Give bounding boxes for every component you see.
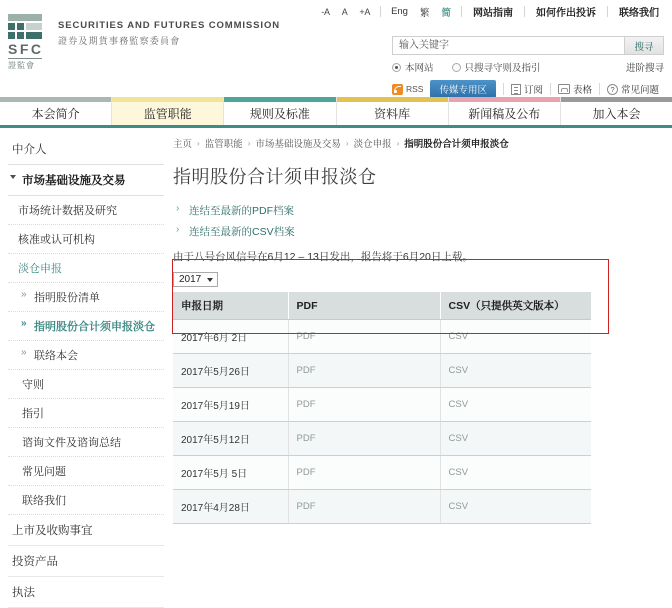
logo-bar: [8, 14, 42, 21]
search-scope-row: [392, 60, 664, 74]
latest-pdf-label: 连结至最新的PDF档案: [189, 205, 294, 217]
sfc-logo-mark: [8, 14, 48, 71]
nav-item-about[interactable]: [0, 97, 112, 125]
font-increase-button[interactable]: +A: [359, 6, 371, 17]
divider: [550, 83, 551, 95]
chevron-down-icon: [207, 278, 213, 282]
table-row: [173, 320, 591, 354]
site-guide-link[interactable]: 网站指南: [473, 8, 513, 19]
breadcrumb-item-regulatory[interactable]: 监管职能: [204, 139, 243, 150]
nav-item-regulatory-functions[interactable]: [112, 97, 224, 125]
sidebar-item-market-infrastructure[interactable]: [8, 165, 164, 196]
divider: [503, 83, 504, 95]
cell-csv-link[interactable]: CSV: [440, 354, 591, 388]
cell-csv-link[interactable]: CSV: [440, 388, 591, 422]
logo-english-name: SECURITIES AND FUTURES COMMISSION: [58, 20, 280, 31]
cell-csv-link[interactable]: CSV: [440, 422, 591, 456]
sidebar-item-contact-us[interactable]: 联络我们: [8, 486, 164, 515]
cell-date: 2017年4月28日: [173, 490, 288, 524]
double-chevron-icon: »: [21, 289, 27, 300]
cell-csv-link[interactable]: CSV: [440, 456, 591, 490]
utility-bar: [315, 4, 666, 19]
rss-icon[interactable]: [392, 84, 403, 95]
forms-link[interactable]: [558, 82, 592, 96]
logo-sfc-text: SFC: [8, 41, 44, 57]
sidebar-item-investment-products[interactable]: 投资产品: [8, 546, 164, 577]
nav-label: 本会简介: [31, 107, 80, 121]
sidebar-section-label: 市场基础设施及交易: [22, 175, 126, 187]
sidebar-item-guidelines[interactable]: 指引: [8, 399, 164, 428]
document-links: [173, 200, 665, 242]
quick-tools-row: [392, 80, 664, 98]
latest-csv-label: 连结至最新的CSV档案: [189, 226, 295, 238]
breadcrumb-separator: ›: [396, 138, 400, 148]
logo-row: [8, 32, 48, 39]
nav-item-rules-standards[interactable]: [224, 97, 336, 125]
logo-rule: [8, 58, 42, 59]
logo-bar: [26, 23, 42, 30]
divider: [380, 6, 381, 17]
cell-date: 2017年5月 5日: [173, 456, 288, 490]
year-select-value: 2017: [179, 274, 202, 285]
sidebar-sub-label: 指明股份清单: [34, 292, 100, 304]
chevron-right-icon: ›: [176, 224, 180, 235]
year-select[interactable]: [173, 272, 218, 287]
sidebar-item-specified-shares-list[interactable]: [8, 283, 164, 312]
reports-table: [173, 292, 591, 524]
cell-pdf-link[interactable]: PDF: [288, 354, 440, 388]
forms-label: 表格: [573, 85, 593, 96]
faq-link[interactable]: [607, 82, 659, 96]
breadcrumb-item-current: 指明股份合计须申报淡仓: [404, 139, 509, 150]
subscribe-label: 订阅: [524, 85, 544, 96]
cell-pdf-link[interactable]: PDF: [288, 422, 440, 456]
breadcrumb-separator: ›: [197, 138, 200, 148]
divider: [524, 6, 525, 17]
column-header-pdf: PDF: [288, 292, 440, 320]
sidebar: [8, 134, 164, 608]
double-chevron-icon: »: [21, 318, 27, 329]
question-mark-icon: ?: [607, 84, 618, 95]
nav-label: 加入本会: [592, 107, 641, 121]
faq-label: 常见问题: [621, 85, 660, 96]
sidebar-item-aggregated-short-positions[interactable]: [8, 312, 164, 341]
nav-label: 资料库: [374, 107, 411, 121]
rss-label[interactable]: RSS: [406, 84, 424, 94]
logo-bar: [26, 32, 42, 39]
breadcrumb-item-short-position-reporting[interactable]: 淡仓申报: [353, 139, 392, 150]
logo-mark-cn-text: 證監會: [8, 61, 35, 70]
breadcrumb-item-market-infrastructure[interactable]: 市场基础设施及交易: [255, 139, 341, 150]
page-title: 指明股份合计须申报淡仓: [173, 167, 377, 187]
divider: [607, 6, 608, 17]
divider: [461, 6, 462, 17]
logo-row: [8, 23, 48, 30]
search-row: [392, 36, 664, 55]
logo-chinese-name: 證券及期貨事務監察委員會: [58, 36, 181, 46]
sidebar-item-market-statistics[interactable]: 市场统计数据及研究: [8, 196, 164, 225]
sidebar-item-intermediaries[interactable]: 中介人: [8, 134, 164, 165]
sidebar-item-listings-takeovers[interactable]: 上市及收购事宜: [8, 515, 164, 546]
cell-pdf-link[interactable]: PDF: [288, 456, 440, 490]
column-header-date: 申报日期: [173, 292, 288, 320]
logo-row: [8, 14, 48, 21]
logo-bar: [17, 23, 24, 30]
table-row: [173, 388, 591, 422]
table-row: [173, 354, 591, 388]
nav-color-cap: [224, 97, 335, 102]
radio-icon: [392, 63, 401, 72]
main-navigation: [0, 97, 672, 128]
main-content: [173, 136, 665, 524]
nav-color-cap: [337, 97, 448, 102]
radio-codes-label: 只搜寻守则及指引: [464, 63, 541, 74]
double-chevron-icon: »: [21, 347, 27, 358]
subscribe-link[interactable]: [511, 82, 543, 96]
breadcrumb: [173, 136, 665, 150]
nav-item-resources[interactable]: [337, 97, 449, 125]
advanced-search-link[interactable]: 进阶搜寻: [625, 63, 664, 74]
cell-date: 2017年5月12日: [173, 422, 288, 456]
nav-color-cap: [112, 97, 223, 102]
font-decrease-button[interactable]: -A: [321, 6, 330, 17]
divider: [599, 83, 600, 95]
radio-this-site[interactable]: [392, 60, 434, 74]
table-row: [173, 456, 591, 490]
nav-label: 规则及标准: [249, 107, 310, 121]
logo-wordmark: [58, 14, 280, 47]
cell-date: 2017年5月19日: [173, 388, 288, 422]
search-area: [392, 36, 664, 98]
logo-bar: [8, 23, 15, 30]
contact-us-link[interactable]: 联络我们: [619, 8, 659, 19]
search-input[interactable]: [392, 36, 624, 55]
chevron-right-icon: ›: [176, 203, 180, 214]
complaint-link[interactable]: 如何作出投诉: [536, 8, 596, 19]
nav-item-careers[interactable]: [561, 97, 672, 125]
search-button[interactable]: 搜寻: [624, 36, 664, 55]
media-zone-button[interactable]: 传媒专用区: [430, 80, 496, 98]
cell-pdf-link[interactable]: PDF: [288, 320, 440, 354]
nav-label: 监管职能: [143, 107, 192, 121]
sidebar-sub-label: 指明股份合计须申报淡仓: [34, 321, 155, 333]
sidebar-item-short-position-reporting[interactable]: 淡仓申报: [8, 254, 164, 283]
logo-bar: [17, 32, 24, 39]
logo-bar: [8, 32, 15, 39]
sidebar-item-contact-sfc[interactable]: [8, 341, 164, 370]
sidebar-sub-label: 联络本会: [34, 350, 78, 362]
nav-color-cap: [0, 97, 111, 102]
lang-traditional-link[interactable]: 繁: [419, 7, 430, 19]
site-logo[interactable]: [8, 14, 280, 71]
lang-english-link[interactable]: Eng: [391, 6, 408, 17]
table-row: [173, 490, 591, 524]
sidebar-item-consultations[interactable]: 谘询文件及谘询总结: [8, 428, 164, 457]
breadcrumb-item-home[interactable]: 主页: [173, 139, 193, 150]
latest-csv-link[interactable]: [173, 221, 665, 242]
form-icon: [558, 84, 570, 94]
sidebar-item-faq[interactable]: 常见问题: [8, 457, 164, 486]
radio-icon: [452, 63, 461, 72]
radio-codes-only[interactable]: [452, 60, 541, 74]
breadcrumb-separator: ›: [345, 138, 349, 148]
table-header-row: [173, 292, 591, 320]
document-icon: [511, 84, 521, 95]
cell-pdf-link[interactable]: PDF: [288, 490, 440, 524]
nav-color-cap: [449, 97, 560, 102]
nav-label: 新闻稿及公布: [468, 107, 541, 121]
font-normal-button[interactable]: A: [341, 6, 348, 17]
cell-date: 2017年5月26日: [173, 354, 288, 388]
nav-item-news[interactable]: [449, 97, 561, 125]
latest-pdf-link[interactable]: [173, 200, 665, 221]
breadcrumb-separator: ›: [247, 138, 251, 148]
sidebar-item-codes[interactable]: 守则: [8, 370, 164, 399]
sidebar-item-approved-bodies[interactable]: 核准或认可机构: [8, 225, 164, 254]
cell-csv-link[interactable]: CSV: [440, 490, 591, 524]
sidebar-item-enforcement[interactable]: 执法: [8, 577, 164, 608]
cell-pdf-link[interactable]: PDF: [288, 388, 440, 422]
cell-csv-link[interactable]: CSV: [440, 320, 591, 354]
nav-color-cap: [561, 97, 672, 102]
lang-simplified-link[interactable]: 简: [441, 7, 451, 19]
cell-date: 2017年6月 2日: [173, 320, 288, 354]
typhoon-notice: 由于八号台风信号在6月12 – 13日发出，报告将于6月20日上载。: [173, 251, 473, 263]
column-header-csv: CSV（只提供英文版本）: [440, 292, 591, 320]
table-row: [173, 422, 591, 456]
radio-this-site-label: 本网站: [405, 63, 434, 74]
chevron-down-icon: [10, 175, 16, 179]
